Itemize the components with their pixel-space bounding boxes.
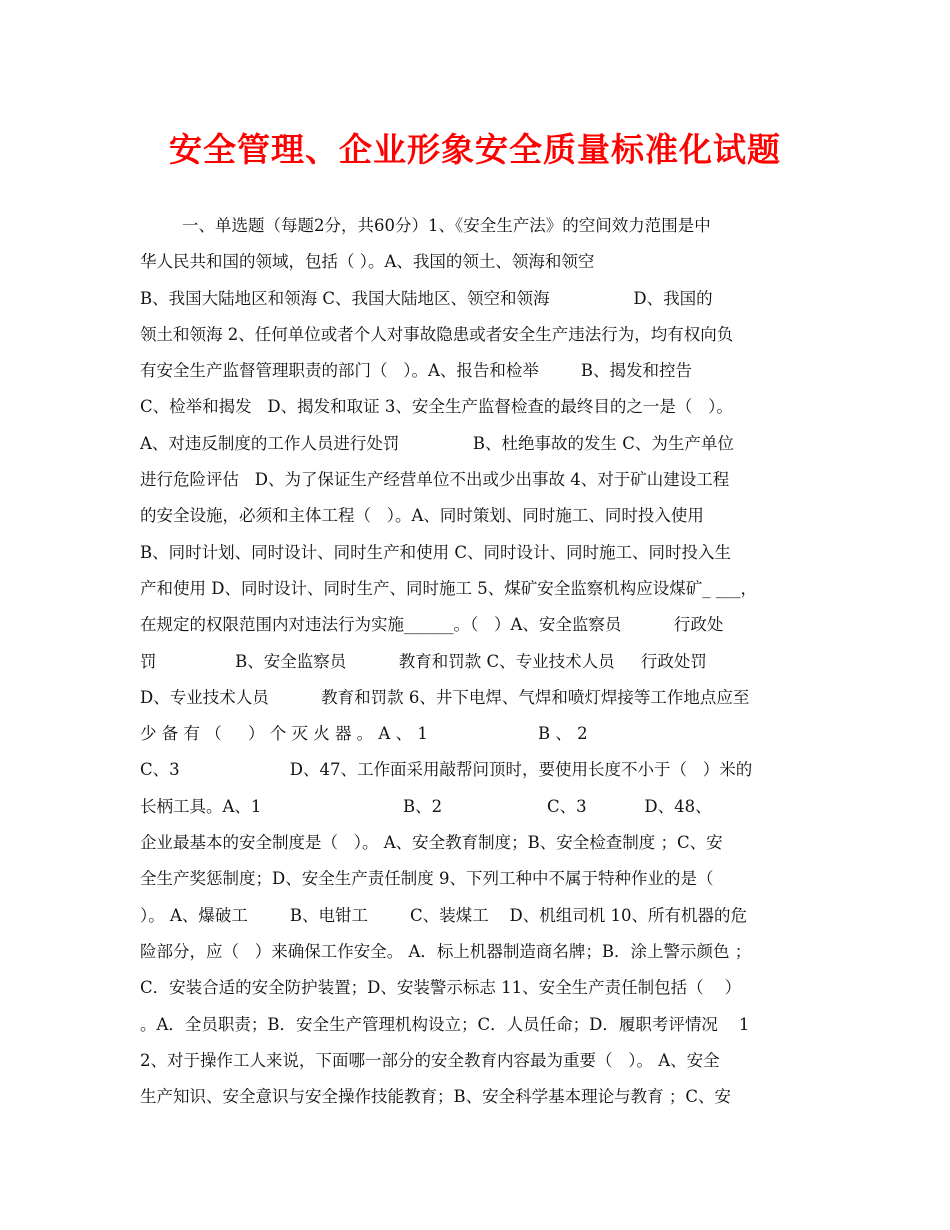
body-line: C、检举和揭发 D、揭发和取证 3、安全生产监督检查的最终目的之一是（ ）。 bbox=[140, 397, 733, 417]
body-line: 在规定的权限范围内对违法行为实施______。（ ）A、安全监察员 行政处 bbox=[140, 615, 724, 635]
body-line: 产和使用 D、同时设计、同时生产、同时施工 5、煤矿安全监察机构应设煤矿_ ___， bbox=[140, 578, 757, 598]
body-line: 险部分，应（ ）来确保工作安全。 A．标上机器制造商名牌；B．涂上警示颜色 ； bbox=[140, 941, 752, 961]
body-line: 的安全设施，必须和主体工程（ ）。A、同时策划、同时施工、同时投入使用 bbox=[140, 506, 704, 526]
body-line: C、3 D、47、工作面采用敲帮问顶时，要使用长度不小于（ ）米的 bbox=[140, 760, 753, 780]
body-line: 。A．全员职责；B．安全生产管理机构设立；C．人员任命；D．履职考评情况 1 bbox=[140, 1014, 750, 1034]
body-line: B、我国大陆地区和领海 C、我国大陆地区、领空和领海 D、我国的 bbox=[140, 288, 713, 308]
body-line: 领土和领海 2、任何单位或者个人对事故隐患或者安全生产违法行为，均有权向负 bbox=[140, 324, 734, 344]
body-line: 有安全生产监督管理职责的部门（ ）。A、报告和检举 B、揭发和控告 bbox=[140, 361, 692, 381]
body-line: 企业最基本的安全制度是（ ）。 A、安全教育制度；B、安全检查制度 ；C、安 bbox=[140, 833, 723, 853]
body-line: D、专业技术人员 教育和罚款 6、井下电焊、气焊和喷灯焊接等工作地点应至 bbox=[140, 687, 750, 707]
body-line: A、对违反制度的工作人员进行处罚 B、杜绝事故的发生 C、为生产单位 bbox=[140, 433, 734, 453]
body-line: 生产知识、安全意识与安全操作技能教育；B、安全科学基本理论与教育 ；C、安 bbox=[140, 1087, 731, 1107]
document-title: 安全管理、企业形象安全质量标准化试题 bbox=[169, 130, 781, 169]
body-line: 少 备 有 （ ） 个 灭 火 器 。 A 、 1 B 、 2 bbox=[140, 724, 588, 744]
body-line: B、同时计划、同时设计、同时生产和使用 C、同时设计、同时施工、同时投入生 bbox=[140, 542, 731, 562]
body-line: 长柄工具。A、1 B、2 C、3 D、48、 bbox=[140, 796, 712, 816]
document-body bbox=[140, 208, 820, 1115]
body-line: C．安装合适的安全防护装置；D、安装警示标志 11、安全生产责任制包括（ ） bbox=[140, 978, 742, 998]
body-line: 全生产奖惩制度；D、安全生产责任制度 9、下列工种中不属于特种作业的是（ bbox=[140, 869, 714, 889]
body-line: 一、单选题（每题2分，共60分）1、《安全生产法》的空间效力范围是中 bbox=[140, 216, 711, 235]
body-line: 进行危险评估 D、为了保证生产经营单位不出或少出事故 4、对于矿山建设工程 bbox=[140, 470, 730, 490]
body-line: 华人民共和国的领域，包括（ ）。A、我国的领土、领海和领空 bbox=[140, 252, 595, 272]
body-line: ）。 A、爆破工 B、电钳工 C、装煤工 D、机组司机 10、所有机器的危 bbox=[140, 905, 748, 925]
body-line: 2、对于操作工人来说，下面哪一部分的安全教育内容最为重要（ ）。 A、安全 bbox=[140, 1050, 720, 1070]
body-line: 罚 B、安全监察员 教育和罚款 C、专业技术人员 行政处罚 bbox=[140, 651, 707, 671]
